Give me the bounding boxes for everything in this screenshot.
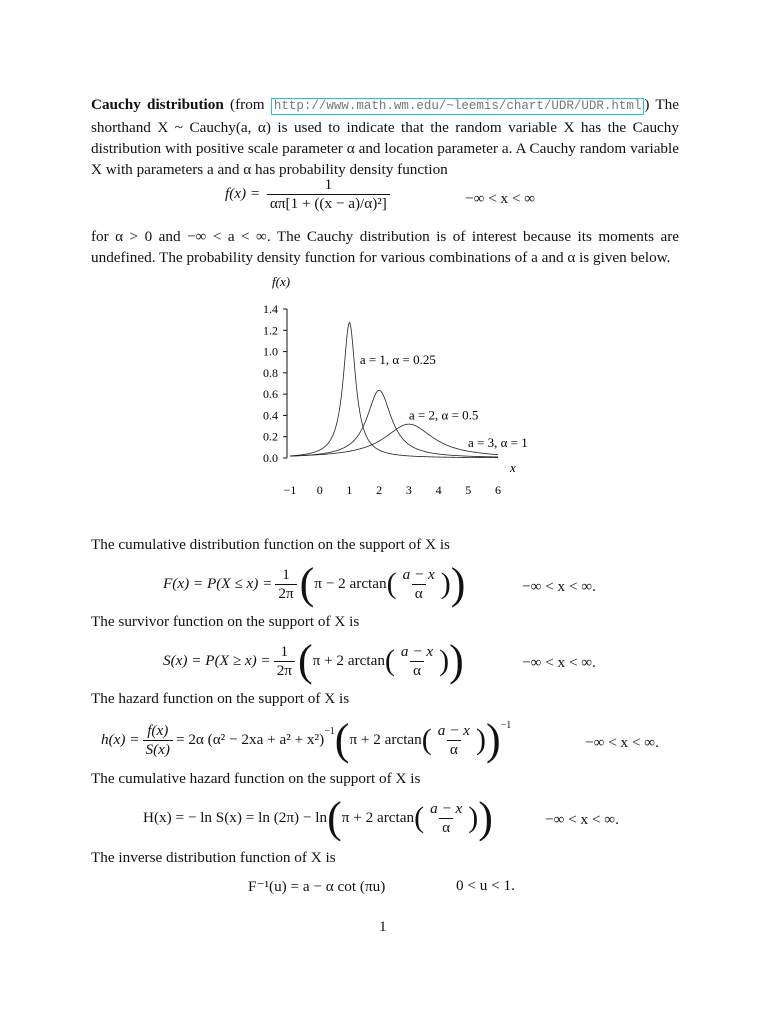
page-number: 1 <box>379 918 387 935</box>
hf-middle: = 2α (α² − 2xa + a² + x²) <box>175 731 325 748</box>
series-3-label: a = 3, α = 1 <box>468 435 528 451</box>
pdf-lhs: f(x) = <box>225 184 261 202</box>
pdf-numerator: 1 <box>324 176 333 193</box>
y-tick-label: 1.4 <box>263 302 278 316</box>
y-axis-label: f(x) <box>272 274 291 289</box>
sf-equation: S(x) = P(X ≥ x) = $\frac{1}{2\pi}$ ( π + 2 arctan ( $\frac{a - x}{\alpha}$ ) ) <box>163 636 464 685</box>
chf-arg-numerator: a − x <box>430 799 463 817</box>
hf-fraction <box>143 722 173 759</box>
chf-arg-denominator: α <box>439 818 453 837</box>
sf-arg-fraction <box>398 643 436 680</box>
x-tick-label: 1 <box>346 483 353 497</box>
idf-domain: 0 < u < 1. <box>456 877 515 894</box>
x-tick-label: 0 <box>316 483 323 497</box>
chf-equation: H(x) = − ln S(x) = ln (2π) − ln ( π + 2 arctan ( $\frac{a - x}{\alpha}$ ) ) <box>143 793 493 842</box>
y-tick-label: 1.0 <box>263 344 278 359</box>
cdf-domain: −∞ < x < ∞. <box>522 578 596 595</box>
hf-equation: h(x) = $\frac{f(x)}{S(x)}$ = 2α (α² − 2xa + a² + x²) $^{-1}$ ( π + 2 arctan ( $\frac{a - x}{\alpha}$ ) ) $^{-1}$ <box>101 715 512 764</box>
x-tick-label: 2 <box>376 483 383 497</box>
pdf-equation <box>225 176 393 213</box>
cdf-arg-numerator: a − x <box>402 565 435 583</box>
cdf-lhs: F(x) = P(X ≤ x) = <box>163 575 273 592</box>
cdf-fraction <box>275 566 296 603</box>
cdf-denominator: 2π <box>275 584 296 603</box>
sf-lhs: S(x) = P(X ≥ x) = <box>163 652 271 669</box>
cdf-arg-denominator: α <box>412 584 426 603</box>
y-tick-label: 0.2 <box>263 429 278 444</box>
hf-inner: π + 2 arctan <box>349 731 422 748</box>
x-tick-label: 4 <box>435 483 442 497</box>
cdf-equation: F(x) = P(X ≤ x) = $\frac{1}{2\pi}$ ( π − 2 arctan ( $\frac{a - x}{\alpha}$ ) ) <box>163 559 466 608</box>
intro-text: The shorthand X ~ Cauchy(a, α) is used to indicate that the random variable X has the Cauchy distribution with positive scale parameter α and location parameter a. A Cauchy random variable X with parameters a and α has probability density function <box>91 96 679 178</box>
cdf-inner: π − 2 arctan <box>314 575 387 592</box>
moments-paragraph: for α > 0 and −∞ < a < ∞. The Cauchy distribution is of interest because its moments are undefined. The probability density function for various combinations of a and α is given below. <box>91 228 679 266</box>
x-tick-label: 3 <box>405 483 412 497</box>
hf-exponent-1: −1 <box>324 726 335 737</box>
x-tick-label: 5 <box>465 483 472 497</box>
chf-intro: The cumulative hazard function on the support of X is <box>91 770 421 787</box>
x-tick-label: −1 <box>283 483 297 497</box>
x-axis-label: x <box>510 460 516 475</box>
source-link[interactable]: http://www.math.wm.edu/~leemis/chart/UDR/UDR.html <box>271 98 645 115</box>
cdf-intro: The cumulative distribution function on the support of X is <box>91 536 450 553</box>
chf-arg-fraction <box>427 800 465 837</box>
series-1-curve <box>290 322 498 457</box>
hf-denominator: S(x) <box>143 740 173 759</box>
pdf-denominator: απ[1 + ((x − a)/α)²] <box>267 194 390 213</box>
idf-equation: F⁻¹(u) = a − α cot (πu) <box>248 878 386 895</box>
hf-lhs: h(x) = <box>101 731 140 748</box>
section-title: Cauchy distribution <box>91 96 224 113</box>
cdf-arg-fraction <box>400 566 438 603</box>
x-tick-label: 6 <box>495 483 501 497</box>
series-1-label: a = 1, α = 0.25 <box>359 352 436 368</box>
from-close: ) <box>644 96 650 113</box>
series-3-curve <box>290 424 498 456</box>
idf-intro: The inverse distribution function of X is <box>91 849 336 866</box>
chf-inner: π + 2 arctan <box>341 809 415 826</box>
hf-domain: −∞ < x < ∞. <box>585 734 659 751</box>
y-tick-label: 0.4 <box>263 408 278 423</box>
pdf-domain: −∞ < x < ∞ <box>465 190 536 207</box>
sf-arg-numerator: a − x <box>400 642 434 660</box>
series-2-curve <box>290 390 498 457</box>
sf-numerator: 1 <box>280 642 289 660</box>
sf-domain: −∞ < x < ∞. <box>522 654 596 671</box>
series-2-label: a = 2, α = 0.5 <box>408 407 479 423</box>
y-tick-label: 0.6 <box>263 387 278 402</box>
intro-paragraph <box>91 94 679 180</box>
hf-arg-numerator: a − x <box>437 721 470 739</box>
chf-lhs: H(x) = − ln S(x) = ln (2π) − ln <box>143 809 328 826</box>
pdf-chart <box>240 272 530 502</box>
y-tick-label: 1.2 <box>263 323 278 338</box>
sf-fraction <box>274 643 295 680</box>
hf-arg-denominator: α <box>447 740 461 759</box>
hf-arg-fraction <box>435 722 473 759</box>
y-tick-label: 0.0 <box>263 451 278 465</box>
chf-domain: −∞ < x < ∞. <box>545 811 619 828</box>
sf-denominator: 2π <box>274 661 295 680</box>
from-open: (from <box>230 96 271 113</box>
sf-intro: The survivor function on the support of X is <box>91 613 360 630</box>
hf-intro: The hazard function on the support of X is <box>91 690 350 707</box>
hf-numerator: f(x) <box>147 721 169 739</box>
sf-arg-denominator: α <box>410 661 424 680</box>
y-tick-label: 0.8 <box>263 365 278 380</box>
sf-inner: π + 2 arctan <box>312 652 385 669</box>
pdf-fraction <box>267 176 390 213</box>
hf-exponent-2: −1 <box>500 720 512 731</box>
cdf-numerator: 1 <box>282 565 290 583</box>
